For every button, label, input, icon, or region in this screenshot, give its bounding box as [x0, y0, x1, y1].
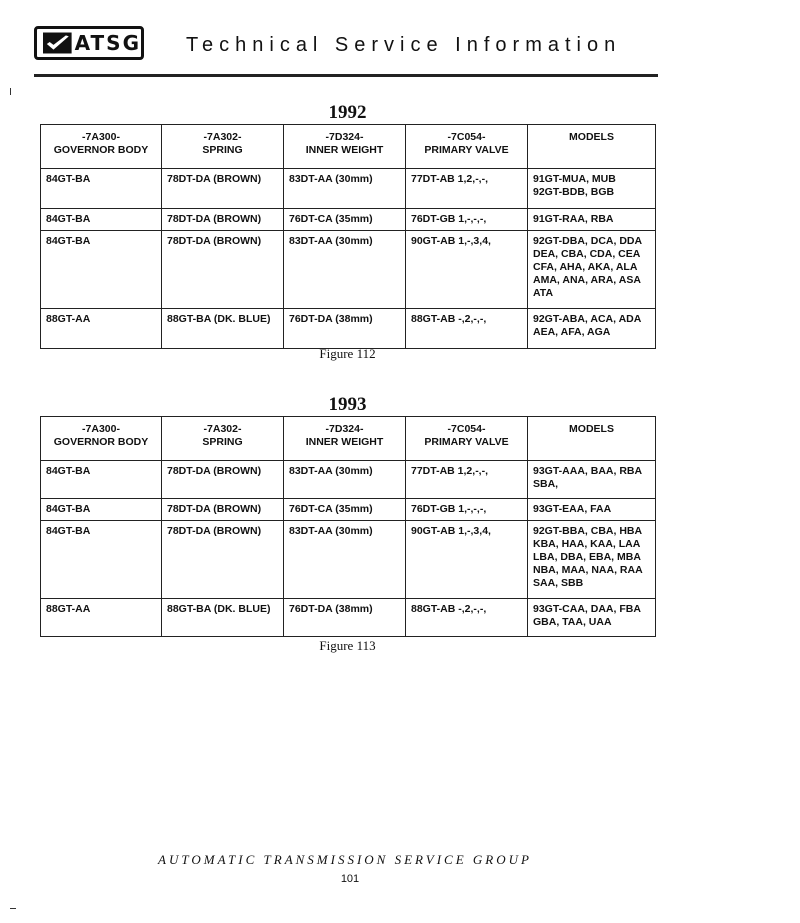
- models-cell: 91GT-MUA, MUB 92GT-BDB, BGB: [528, 169, 656, 209]
- col-header-primary-valve: -7C054- PRIMARY VALVE: [406, 125, 528, 169]
- spec-table-1992: [40, 124, 656, 349]
- table-row: [41, 209, 656, 231]
- spring-cell: 88GT-BA (DK. BLUE): [162, 309, 284, 349]
- governor-body-cell: 84GT-BA: [41, 461, 162, 499]
- spring-cell: 78DT-DA (BROWN): [162, 461, 284, 499]
- table-row: [41, 599, 656, 637]
- page-number: 101: [340, 873, 360, 885]
- primary-valve-cell: 88GT-AB -,2,-,-,: [406, 309, 528, 349]
- governor-body-cell: 84GT-BA: [41, 499, 162, 521]
- table-row: [41, 231, 656, 309]
- primary-valve-cell: 76DT-GB 1,-,-,-,: [406, 499, 528, 521]
- footer-org-name: AUTOMATIC TRANSMISSION SERVICE GROUP: [158, 852, 532, 867]
- check-swoosh-icon: [43, 32, 72, 54]
- col-header-models: MODELS: [528, 125, 656, 169]
- spring-cell: 78DT-DA (BROWN): [162, 209, 284, 231]
- table-header-row: [41, 417, 656, 461]
- col-header-spring: -7A302- SPRING: [162, 125, 284, 169]
- figure-caption: Figure 113: [319, 638, 376, 653]
- spring-cell: 78DT-DA (BROWN): [162, 499, 284, 521]
- figure-caption: Figure 112: [319, 346, 376, 361]
- table-row: [41, 461, 656, 499]
- table-row: [41, 499, 656, 521]
- models-cell: 93GT-AAA, BAA, RBA SBA,: [528, 461, 656, 499]
- primary-valve-cell: 77DT-AB 1,2,-,-,: [406, 169, 528, 209]
- models-cell: 92GT-BBA, CBA, HBA KBA, HAA, KAA, LAA LBA, DBA, EBA, MBA NBA, MAA, NAA, RAA SAA, SBB: [528, 521, 656, 599]
- col-header-inner-weight: -7D324- INNER WEIGHT: [284, 417, 406, 461]
- primary-valve-cell: 88GT-AB -,2,-,-,: [406, 599, 528, 637]
- scan-mark: [10, 908, 16, 909]
- col-header-spring: -7A302- SPRING: [162, 417, 284, 461]
- table-row: [41, 309, 656, 349]
- inner-weight-cell: 76DT-DA (38mm): [284, 599, 406, 637]
- table-year-1993: 1993: [328, 394, 367, 415]
- inner-weight-cell: 83DT-AA (30mm): [284, 461, 406, 499]
- table-header-row: [41, 125, 656, 169]
- inner-weight-cell: 83DT-AA (30mm): [284, 521, 406, 599]
- governor-body-cell: 84GT-BA: [41, 521, 162, 599]
- primary-valve-cell: 76DT-GB 1,-,-,-,: [406, 209, 528, 231]
- table-row: [41, 521, 656, 599]
- col-header-governor-body: -7A300- GOVERNOR BODY: [41, 125, 162, 169]
- inner-weight-cell: 76DT-CA (35mm): [284, 209, 406, 231]
- spring-cell: 88GT-BA (DK. BLUE): [162, 599, 284, 637]
- col-header-governor-body: -7A300- GOVERNOR BODY: [41, 417, 162, 461]
- header-divider: [34, 74, 658, 77]
- inner-weight-cell: 76DT-DA (38mm): [284, 309, 406, 349]
- table-row: [41, 169, 656, 209]
- col-header-primary-valve: -7C054- PRIMARY VALVE: [406, 417, 528, 461]
- table-year-1992: 1992: [328, 102, 367, 123]
- governor-body-cell: 88GT-AA: [41, 599, 162, 637]
- scan-mark: [10, 88, 11, 95]
- spring-cell: 78DT-DA (BROWN): [162, 521, 284, 599]
- models-cell: 91GT-RAA, RBA: [528, 209, 656, 231]
- spring-cell: 78DT-DA (BROWN): [162, 231, 284, 309]
- spring-cell: 78DT-DA (BROWN): [162, 169, 284, 209]
- governor-body-cell: 84GT-BA: [41, 231, 162, 309]
- models-cell: 93GT-EAA, FAA: [528, 499, 656, 521]
- governor-body-cell: 84GT-BA: [41, 209, 162, 231]
- primary-valve-cell: 90GT-AB 1,-,3,4,: [406, 231, 528, 309]
- spec-table-1993: [40, 416, 656, 637]
- logo-text: ATSG: [74, 31, 141, 55]
- atsg-logo: [34, 26, 144, 60]
- col-header-models: MODELS: [528, 417, 656, 461]
- governor-body-cell: 88GT-AA: [41, 309, 162, 349]
- models-cell: 92GT-ABA, ACA, ADA AEA, AFA, AGA: [528, 309, 656, 349]
- primary-valve-cell: 90GT-AB 1,-,3,4,: [406, 521, 528, 599]
- primary-valve-cell: 77DT-AB 1,2,-,-,: [406, 461, 528, 499]
- col-header-inner-weight: -7D324- INNER WEIGHT: [284, 125, 406, 169]
- governor-body-cell: 84GT-BA: [41, 169, 162, 209]
- models-cell: 92GT-DBA, DCA, DDA DEA, CBA, CDA, CEA CFA, AHA, AKA, ALA AMA, ANA, ARA, ASA ATA: [528, 231, 656, 309]
- inner-weight-cell: 76DT-CA (35mm): [284, 499, 406, 521]
- models-cell: 93GT-CAA, DAA, FBA GBA, TAA, UAA: [528, 599, 656, 637]
- header-title: Technical Service Information: [186, 34, 622, 56]
- inner-weight-cell: 83DT-AA (30mm): [284, 169, 406, 209]
- inner-weight-cell: 83DT-AA (30mm): [284, 231, 406, 309]
